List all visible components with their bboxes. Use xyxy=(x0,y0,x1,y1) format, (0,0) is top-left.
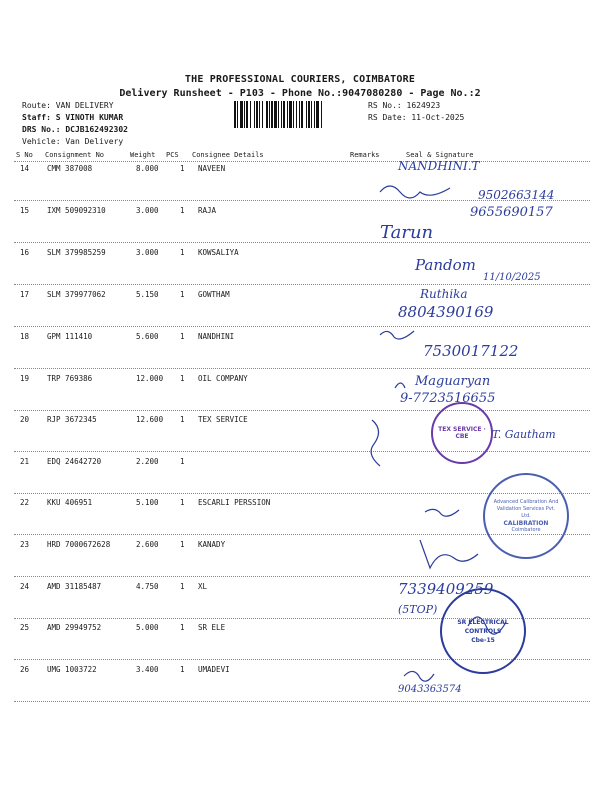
handwriting-stop: (5TOP) xyxy=(398,603,438,616)
handwriting-phone-2: 9655690157 xyxy=(470,205,553,220)
row-consignee: RAJA xyxy=(198,206,217,215)
handwriting-phone-4: 7530017122 xyxy=(423,342,519,360)
row-consignment: IXM 509092310 xyxy=(47,206,106,215)
rs-number: RS No.: 1624923 xyxy=(368,101,441,110)
row-consignment: KKU 406951 xyxy=(47,498,93,507)
row-consignee: TEX SERVICE xyxy=(198,415,248,424)
row-weight: 12.600 xyxy=(136,415,164,424)
row-pcs: 1 xyxy=(180,206,185,215)
row-weight: 3.400 xyxy=(136,665,159,674)
row-consignee: GOWTHAM xyxy=(198,290,230,299)
col-consignee: Consignee Details xyxy=(192,151,264,159)
row-pcs: 1 xyxy=(180,332,185,341)
row-weight: 12.000 xyxy=(136,374,164,383)
col-pcs: PCS xyxy=(166,151,179,159)
row-weight: 2.600 xyxy=(136,540,159,549)
row-sno: 26 xyxy=(20,665,30,674)
staff-label: Staff: S VINOTH KUMAR xyxy=(22,113,124,122)
row-weight: 5.100 xyxy=(136,498,159,507)
row-weight: 3.000 xyxy=(136,206,159,215)
row-consignee: KANADY xyxy=(198,540,226,549)
handwriting-nandhini: NANDHINI.T xyxy=(398,159,480,173)
row-consignee: ESCARLI PERSSION xyxy=(198,498,271,507)
row-pcs: 1 xyxy=(180,415,185,424)
handwriting-phone-6: 7339409259 xyxy=(398,580,494,598)
handwriting-ruthika: Ruthika xyxy=(420,287,468,301)
row-sno: 25 xyxy=(20,623,30,632)
tex-stamp-text: TEX SERVICE · CBE xyxy=(438,426,486,440)
row-consignee: NANDHINI xyxy=(198,332,235,341)
row-weight: 5.600 xyxy=(136,332,159,341)
row-consignment: UMG 1003722 xyxy=(47,665,97,674)
row-consignee: SR ELE xyxy=(198,623,226,632)
row-pcs: 1 xyxy=(180,498,185,507)
route-label: Route: VAN DELIVERY xyxy=(22,101,114,110)
row-weight: 3.000 xyxy=(136,248,159,257)
row-consignee: XL xyxy=(198,582,208,591)
drs-label: DRS No.: DCJB162492302 xyxy=(22,125,128,134)
row-consignment: TRP 769386 xyxy=(47,374,93,383)
row-pcs: 1 xyxy=(180,665,185,674)
row-sno: 19 xyxy=(20,374,30,383)
signature-row26 xyxy=(404,671,434,681)
row-sno: 24 xyxy=(20,582,30,591)
signature-row14 xyxy=(380,186,450,198)
row-pcs: 1 xyxy=(180,540,185,549)
signature-row22 xyxy=(425,509,459,516)
row-consignment: SLM 379977062 xyxy=(47,290,106,299)
row-sno: 20 xyxy=(20,415,30,424)
col-consignment: Consignment No xyxy=(45,151,105,159)
handwriting-signature-tarun: Tarun xyxy=(380,222,434,243)
row-consignment: EDQ 24642720 xyxy=(47,457,102,466)
row-weight: 5.150 xyxy=(136,290,159,299)
row-consignee: OIL COMPANY xyxy=(198,374,248,383)
sr-stamp-name: SR ELECTRICAL CONTROLS xyxy=(457,618,509,635)
sr-stamp-city: Cbe-15 xyxy=(471,636,495,644)
row-sno: 14 xyxy=(20,164,30,173)
col-weight: Weight xyxy=(130,151,156,159)
handwriting-phone-3: 8804390169 xyxy=(398,303,494,321)
row-consignee: UMADEVI xyxy=(198,665,230,674)
row-pcs: 1 xyxy=(180,457,185,466)
row-consignment: AMD 29949752 xyxy=(47,623,102,632)
signature-row23 xyxy=(420,540,478,568)
handwriting-pandom: Pandom xyxy=(415,256,476,274)
rs-date: RS Date: 11-Oct-2025 xyxy=(368,113,465,122)
row-pcs: 1 xyxy=(180,623,185,632)
row-consignment: SLM 379985259 xyxy=(47,248,106,257)
row-sno: 15 xyxy=(20,206,30,215)
handwriting-phone-5: 9-7723516655 xyxy=(400,391,496,406)
row-consignee: NAVEEN xyxy=(198,164,226,173)
row-consignment: GPM 111410 xyxy=(47,332,93,341)
row-consignment: AMD 31185487 xyxy=(47,582,102,591)
signature-row19 xyxy=(395,383,405,388)
row-weight: 8.000 xyxy=(136,164,159,173)
company-name: THE PROFESSIONAL COURIERS, COIMBATORE xyxy=(184,74,416,85)
calibration-stamp-inner: CALIBRATION xyxy=(503,519,549,527)
row-pcs: 1 xyxy=(180,248,185,257)
handwriting-gautham: T. Gautham xyxy=(492,428,556,441)
row-weight: 2.200 xyxy=(136,457,159,466)
col-seal-signature: Seal & Signature xyxy=(406,151,474,159)
signature-row25 xyxy=(468,617,506,634)
row-weight: 5.000 xyxy=(136,623,159,632)
calibration-stamp-city: Coimbatore xyxy=(511,526,541,533)
row-consignment: CMM 387008 xyxy=(47,164,93,173)
row-sno: 21 xyxy=(20,457,30,466)
row-pcs: 1 xyxy=(180,582,185,591)
handwriting-date: 11/10/2025 xyxy=(483,272,541,283)
row-sno: 22 xyxy=(20,498,30,507)
signature-row18 xyxy=(380,331,414,339)
row-consignment: HRD 7000672628 xyxy=(47,540,111,549)
calibration-stamp-outer: Advanced Calibration And Validation Services Pvt. Ltd. xyxy=(493,498,559,519)
row-weight: 4.750 xyxy=(136,582,159,591)
row-pcs: 1 xyxy=(180,374,185,383)
row-pcs: 1 xyxy=(180,164,185,173)
handwriting-phone-1: 9502663144 xyxy=(478,188,555,202)
col-sno: S No xyxy=(16,151,33,159)
vehicle-label: Vehicle: Van Delivery xyxy=(22,137,124,146)
row-consignee: KOWSALIYA xyxy=(198,248,239,257)
brace-row20 xyxy=(371,420,380,466)
row-sno: 16 xyxy=(20,248,30,257)
handwriting-maguaryan: Maguaryan xyxy=(415,374,491,389)
handwriting-phone-7: 9043363574 xyxy=(398,684,462,695)
col-remarks: Remarks xyxy=(350,151,380,159)
row-sno: 18 xyxy=(20,332,30,341)
row-consignment: RJP 3672345 xyxy=(47,415,97,424)
runsheet-title: Delivery Runsheet - P103 - Phone No.:9047080280 - Page No.:2 xyxy=(119,88,481,99)
row-sno: 23 xyxy=(20,540,30,549)
row-sno: 17 xyxy=(20,290,30,299)
row-pcs: 1 xyxy=(180,290,185,299)
